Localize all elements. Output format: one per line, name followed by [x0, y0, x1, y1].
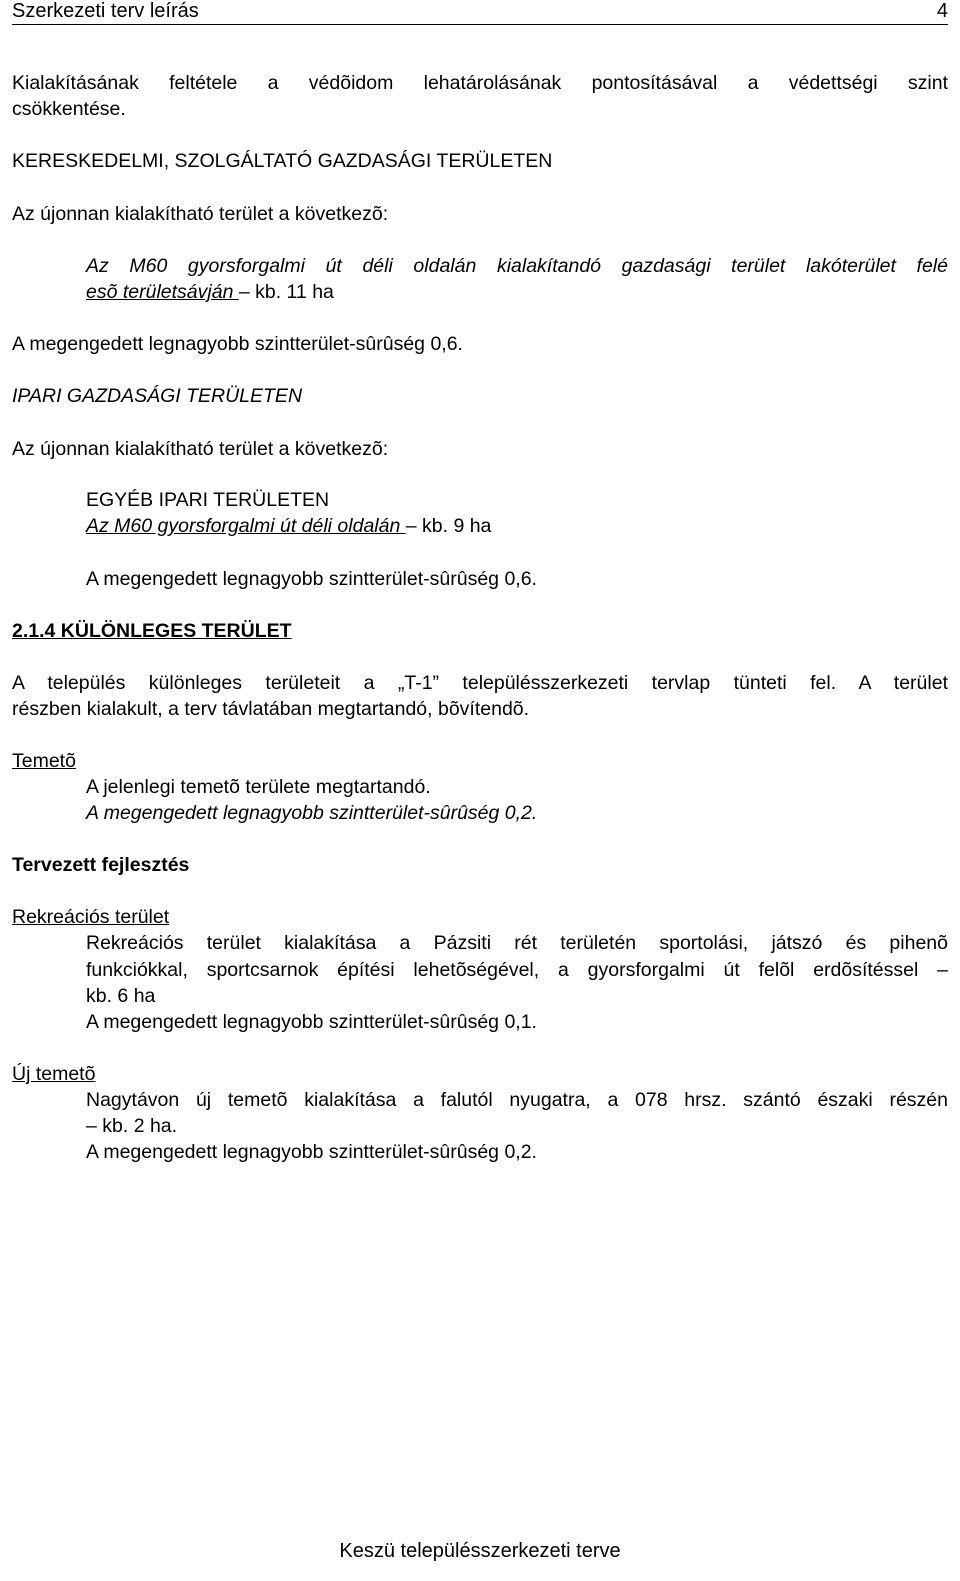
recreation-line-3: kb. 6 ha [86, 985, 156, 1007]
recreation-heading-text: Rekreációs terület [12, 906, 170, 928]
section-heading-industrial: IPARI GAZDASÁGI TERÜLETEN [12, 385, 303, 407]
recreation-line-2: funkciókkal, sportcsarnok építési lehetõségével, a gyorsforgalmi út felõl erdõsítéssel – [86, 959, 948, 981]
intro-line-1: Kialakításának feltétele a védõidom lehatárolásának pontosításával a védettségi szint [12, 72, 948, 94]
page-footer [0, 1538, 960, 1564]
industrial-item [86, 513, 948, 539]
cemetery-text: A jelenlegi temetõ területe megtartandó. [86, 776, 431, 798]
industrial-density: A megengedett legnagyobb szintterület-sûrûség 0,6. [86, 568, 537, 590]
intro-line-2: csökkentése. [12, 98, 126, 120]
industrial-subheading: EGYÉB IPARI TERÜLETEN [86, 489, 330, 511]
cemetery-heading [12, 748, 948, 774]
footer-text: Keszü településszerkezeti terve [339, 1540, 621, 1562]
industrial-area-size: – kb. 9 ha [405, 515, 492, 537]
commercial-area-size: – kb. 11 ha [238, 281, 334, 303]
new-cemetery-line-2: – kb. 2 ha. [86, 1115, 178, 1137]
commercial-area-label: esõ területsávján [86, 281, 239, 303]
new-cemetery-heading [12, 1061, 948, 1087]
new-cemetery-line-1: Nagytávon új temetõ kialakítása a falutól nyugatra, a 078 hrsz. szántó északi részén [86, 1089, 948, 1111]
commercial-density: A megengedett legnagyobb szintterület-sûrûség 0,6. [12, 333, 463, 355]
special-heading-text: 2.1.4 KÜLÖNLEGES TERÜLET [12, 620, 292, 642]
header-title: Szerkezeti terv leírás [12, 0, 199, 22]
industrial-area-label: Az M60 gyorsforgalmi út déli oldalán [86, 515, 406, 537]
commercial-item-line-1: Az M60 gyorsforgalmi út déli oldalán kialakítandó gazdasági terület lakóterület felé [86, 255, 948, 277]
page-header [12, 0, 948, 25]
new-cemetery-heading-text: Új temetõ [12, 1063, 96, 1085]
section-heading-commercial: KERESKEDELMI, SZOLGÁLTATÓ GAZDASÁGI TERÜLETEN [12, 150, 553, 172]
special-para-line-2: részben kialakult, a terv távlatában megtartandó, bõvítendõ. [12, 698, 530, 720]
recreation-density: A megengedett legnagyobb szintterület-sûrûség 0,1. [86, 1011, 537, 1033]
page-number: 4 [936, 0, 948, 22]
special-para-line-1: A település különleges területeit a „T-1” településszerkezeti tervlap tünteti fel. A terület [12, 672, 948, 694]
recreation-line-1: Rekreációs terület kialakítása a Pázsiti rét területén sportolási, játszó és pihenõ [86, 932, 948, 954]
commercial-lead: Az újonnan kialakítható terület a következõ: [12, 203, 389, 225]
commercial-item-line-2 [86, 279, 948, 305]
planned-heading: Tervezett fejlesztés [12, 854, 190, 876]
cemetery-heading-text: Temetõ [12, 750, 76, 772]
cemetery-density: A megengedett legnagyobb szintterület-sûrûség 0,2. [86, 802, 538, 824]
section-heading-special [12, 618, 948, 644]
industrial-lead: Az újonnan kialakítható terület a következõ: [12, 438, 389, 460]
recreation-heading [12, 904, 948, 930]
new-cemetery-density: A megengedett legnagyobb szintterület-sûrûség 0,2. [86, 1141, 537, 1163]
